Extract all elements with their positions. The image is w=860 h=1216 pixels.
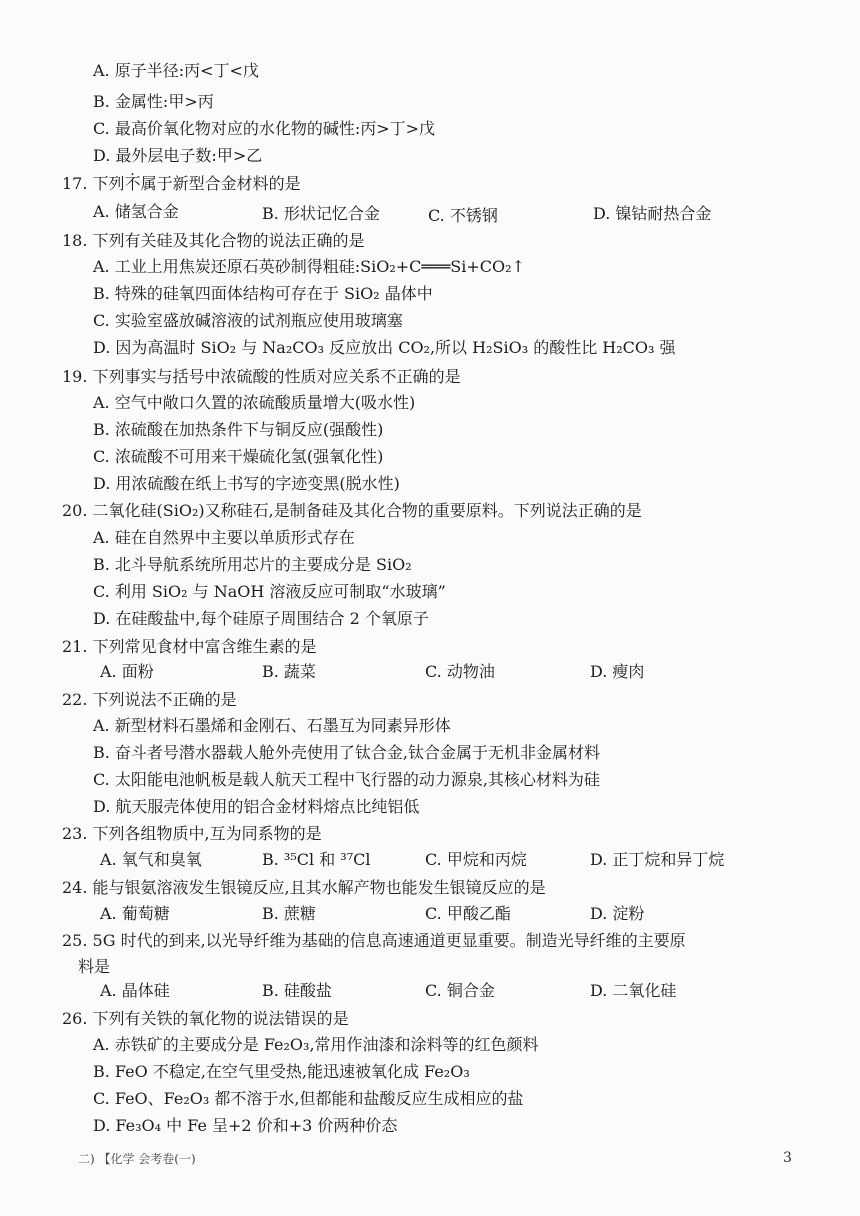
q25-stem-cont: 料是 [78,957,111,976]
q22-option-c: C. 太阳能电池帆板是载人航天工程中飞行器的动力源泉,其核心材料为硅 [93,770,600,789]
q23-option-a: A. 氧气和臭氧 [100,850,202,869]
q23-option-d: D. 正丁烷和异丁烷 [590,850,725,869]
q19-option-b: B. 浓硫酸在加热条件下与铜反应(强酸性) [93,420,384,439]
q19-option-a: A. 空气中敞口久置的浓硫酸质量增大(吸水性) [93,393,416,412]
q19-stem: 19. 下列事实与括号中浓硫酸的性质对应关系不正确的是 [62,367,461,386]
q16-option-c: C. 最高价氧化物对应的水化物的碱性:丙>丁>戊 [93,119,436,138]
page-footer: 二) 【化学 会考卷(一) [78,1152,196,1166]
q22-option-d: D. 航天服壳体使用的铝合金材料熔点比纯铝低 [93,797,420,816]
q16-option-b: B. 金属性:甲>丙 [93,92,214,111]
q17-option-a: A. 储氢合金 [93,202,179,221]
q25-option-b: B. 硅酸盐 [262,981,332,1000]
q21-option-b: B. 蔬菜 [262,662,316,681]
q24-option-b: B. 蔗糖 [262,904,316,923]
q21-option-c: C. 动物油 [425,662,495,681]
q16-option-a: A. 原子半径:丙<丁<戊 [93,61,259,80]
q24-stem: 24. 能与银氨溶液发生银镜反应,且其水解产物也能发生银镜反应的是 [62,878,546,897]
q18-option-d: D. 因为高温时 SiO₂ 与 Na₂CO₃ 反应放出 CO₂,所以 H₂SiO₃ 的酸性比 H₂CO₃ 强 [93,338,676,357]
page-mark: 3 [783,1150,792,1166]
q25-option-d: D. 二氧化硅 [590,981,677,1000]
q26-option-b: B. FeO 不稳定,在空气里受热,能迅速被氧化成 Fe₂O₃ [93,1062,470,1081]
q24-option-d: D. 淀粉 [590,904,645,923]
q21-stem: 21. 下列常见食材中富含维生素的是 [62,637,317,656]
q21-option-d: D. 瘦肉 [590,662,645,681]
q18-option-b: B. 特殊的硅氧四面体结构可存在于 SiO₂ 晶体中 [93,284,433,303]
q18-stem: 18. 下列有关硅及其化合物的说法正确的是 [62,231,365,250]
q19-emphasis: 不正确 [380,367,429,386]
q20-stem: 20. 二氧化硅(SiO₂)又称硅石,是制备硅及其化合物的重要原料。下列说法正确的是 [62,501,642,520]
q16-option-d: D. 最外层电子数:甲>乙 [93,146,263,165]
q23-stem: 23. 下列各组物质中,互为同系物的是 [62,824,322,843]
q24-option-c: C. 甲酸乙酯 [425,904,511,923]
q26-option-c: C. FeO、Fe₂O₃ 都不溶于水,但都能和盐酸反应生成相应的盐 [93,1089,524,1108]
q23-option-c: C. 甲烷和丙烷 [425,850,527,869]
q17-option-b: B. 形状记忆合金 [262,204,380,223]
q20-option-c: C. 利用 SiO₂ 与 NaOH 溶液反应可制取“水玻璃” [93,582,446,601]
q25-option-a: A. 晶体硅 [100,981,170,1000]
q19-option-c: C. 浓硫酸不可用来干燥硫化氢(强氧化性) [93,447,384,466]
q19-option-d: D. 用浓硫酸在纸上书写的字迹变黑(脱水性) [93,474,400,493]
q20-option-a: A. 硅在自然界中主要以单质形式存在 [93,528,355,547]
q22-option-b: B. 奋斗者号潜水器载人舱外壳使用了钛合金,钛合金属于无机非金属材料 [93,743,601,762]
q23-option-b: B. ³⁵Cl 和 ³⁷Cl [262,850,371,869]
q18-option-c: C. 实验室盛放碱溶液的试剂瓶应使用玻璃塞 [93,311,403,330]
q22-stem: 22. 下列说法不正确的是 [62,690,237,709]
q25-option-c: C. 铜合金 [425,981,495,1000]
q20-option-b: B. 北斗导航系统所用芯片的主要成分是 SiO₂ [93,555,412,574]
q24-option-a: A. 葡萄糖 [100,904,170,923]
q18-option-a: A. 工业上用焦炭还原石英砂制得粗硅:SiO₂+C═══Si+CO₂↑ [93,257,525,276]
q21-option-a: A. 面粉 [100,662,154,681]
q20-option-d: D. 在硅酸盐中,每个硅原子周围结合 2 个氧原子 [93,609,429,628]
q17-stem: 17. 下列不属于新型合金材料的是 [62,174,301,193]
q26-option-a: A. 赤铁矿的主要成分是 Fe₂O₃,常用作油漆和涂料等的红色颜料 [93,1035,539,1054]
q17-option-c: C. 不锈钢 [428,206,498,225]
q26-option-d: D. Fe₃O₄ 中 Fe 呈+2 价和+3 价两种价态 [93,1116,398,1135]
q22-option-a: A. 新型材料石墨烯和金刚石、石墨互为同素异形体 [93,716,451,735]
q25-stem: 25. 5G 时代的到来,以光导纤维为基础的信息高速通道更显重要。制造光导纤维的主要原 [62,931,686,950]
q26-stem: 26. 下列有关铁的氧化物的说法错误的是 [62,1009,349,1028]
q17-option-d: D. 镍钴耐热合金 [593,204,712,223]
